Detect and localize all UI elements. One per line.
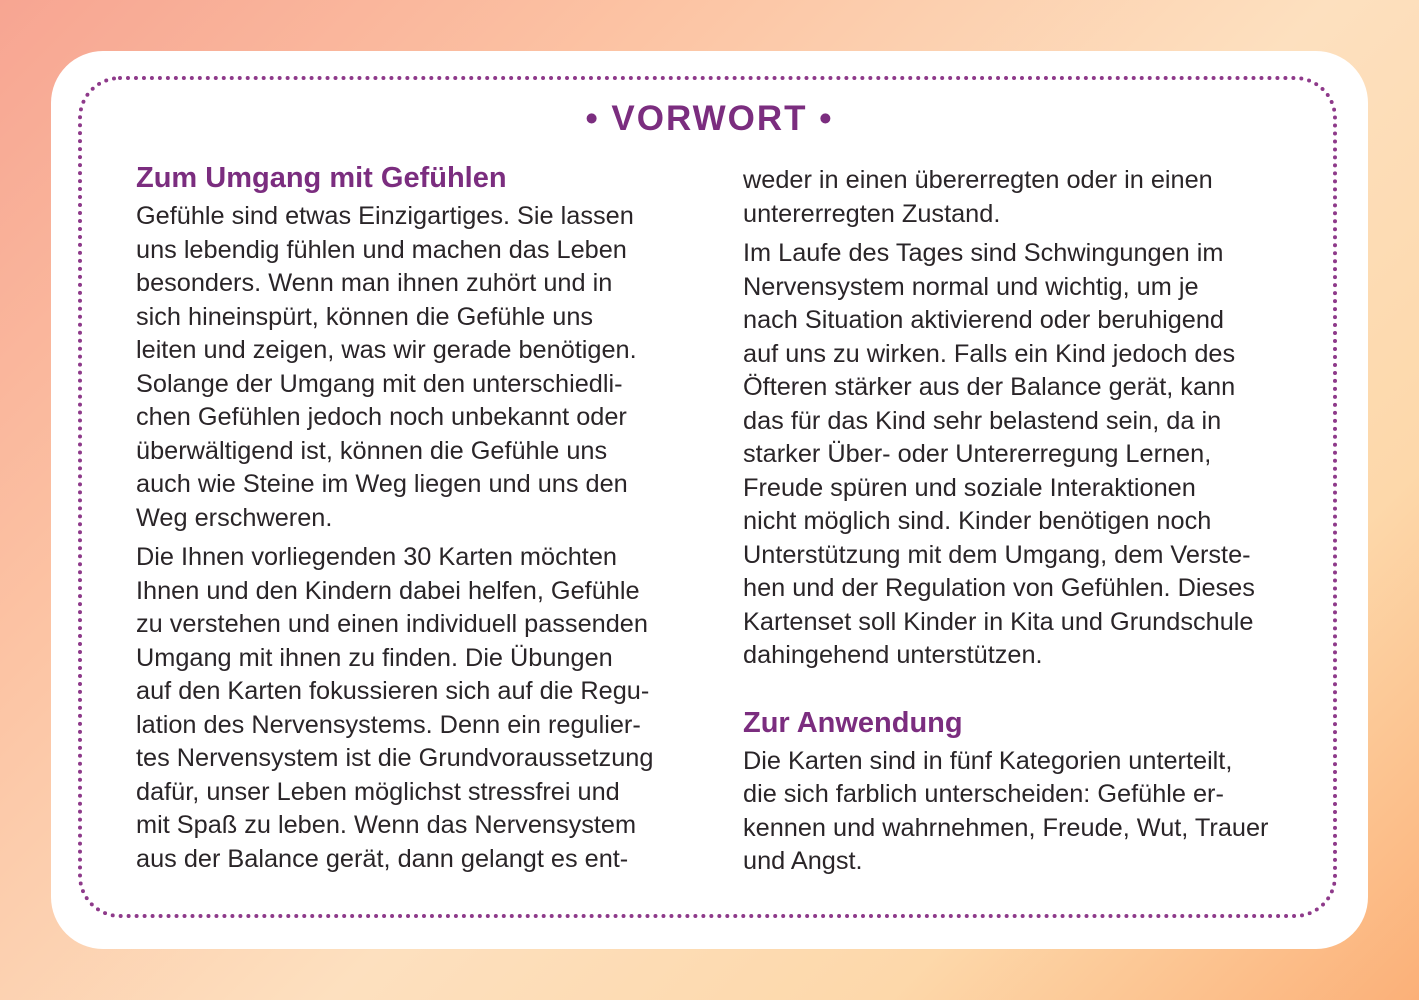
paragraph-gefuehle-intro xyxy=(136,200,684,535)
line: die sich farblich unterscheiden: Gefühle er- xyxy=(743,780,1224,808)
line: Freude spüren und soziale Interaktionen xyxy=(743,473,1196,502)
line: Öfteren stärker aus der Balance gerät, kann xyxy=(743,373,1236,401)
line: überwältigend ist, können die Gefühle uns xyxy=(136,436,608,465)
line: Unterstützung mit dem Umgang, dem Verste- xyxy=(743,540,1251,569)
line: kennen und wahrnehmen, Freude, Wut, Trauer xyxy=(743,813,1269,842)
line: auf uns zu wirken. Falls ein Kind jedoch des xyxy=(743,339,1236,368)
left-column xyxy=(136,160,684,882)
line: Nervensystem normal und wichtig, um je xyxy=(743,272,1199,301)
foreword-card xyxy=(51,51,1368,949)
line: aus der Balance gerät, dann gelangt es ent- xyxy=(136,844,629,873)
line: das für das Kind sehr belastend sein, da in xyxy=(743,406,1222,435)
line: dahingehend unterstützen. xyxy=(743,641,1043,669)
card-title: • VORWORT • xyxy=(585,99,834,138)
line: Kartenset soll Kinder in Kita und Grundschule xyxy=(743,607,1254,636)
line: dafür, unser Leben möglichst stressfrei und xyxy=(136,777,620,806)
line: zu verstehen und einen individuell passenden xyxy=(136,610,648,638)
line: tes Nervensystem ist die Grundvoraussetzung xyxy=(136,744,654,772)
line: uns lebendig fühlen und machen das Leben xyxy=(136,235,627,264)
section-heading-anwendung: Zur Anwendung xyxy=(743,706,963,739)
line: leiten und zeigen, was wir gerade benötigen. xyxy=(136,336,637,364)
line: starker Über- oder Untererregung Lernen, xyxy=(743,440,1212,468)
paragraph-anwendung xyxy=(743,745,1303,879)
line: nicht möglich sind. Kinder benötigen noch xyxy=(743,507,1212,535)
line: Umgang mit ihnen zu finden. Die Übungen xyxy=(136,643,613,672)
line: sich hineinspürt, können die Gefühle uns xyxy=(136,302,594,331)
line: hen und der Regulation von Gefühlen. Dieses xyxy=(743,574,1255,602)
line: besonders. Wenn man ihnen zuhört und in xyxy=(136,269,613,297)
line: lation des Nervensystems. Denn ein regulier- xyxy=(136,710,641,739)
line: Weg erschweren. xyxy=(136,503,333,532)
line: untererregten Zustand. xyxy=(743,199,1001,228)
right-column xyxy=(743,164,1303,885)
line: Ihnen und den Kindern dabei helfen, Gefühle xyxy=(136,576,640,605)
line: mit Spaß zu leben. Wenn das Nervensystem xyxy=(136,811,637,839)
line: Die Karten sind in fünf Kategorien unterteilt, xyxy=(743,746,1233,775)
line: chen Gefühlen jedoch noch unbekannt oder xyxy=(136,403,627,431)
line: weder in einen übererregten oder in einen xyxy=(743,166,1213,194)
line: nach Situation aktivierend oder beruhigend xyxy=(743,306,1224,334)
line: und Angst. xyxy=(743,847,863,875)
line: Gefühle sind etwas Einzigartiges. Sie lassen xyxy=(136,202,634,230)
paragraph-nervensystem xyxy=(743,237,1303,673)
line: Solange der Umgang mit den unterschiedli- xyxy=(136,369,623,398)
section-heading-umgang: Zum Umgang mit Gefühlen xyxy=(136,162,507,194)
line: auch wie Steine im Weg liegen und uns den xyxy=(136,470,628,498)
paragraph-karten-continued xyxy=(743,164,1303,231)
line: Die Ihnen vorliegenden 30 Karten möchten xyxy=(136,543,617,571)
line: Im Laufe des Tages sind Schwingungen im xyxy=(743,239,1224,267)
line: auf den Karten fokussieren sich auf die Regu- xyxy=(136,677,650,705)
paragraph-karten xyxy=(136,541,684,876)
